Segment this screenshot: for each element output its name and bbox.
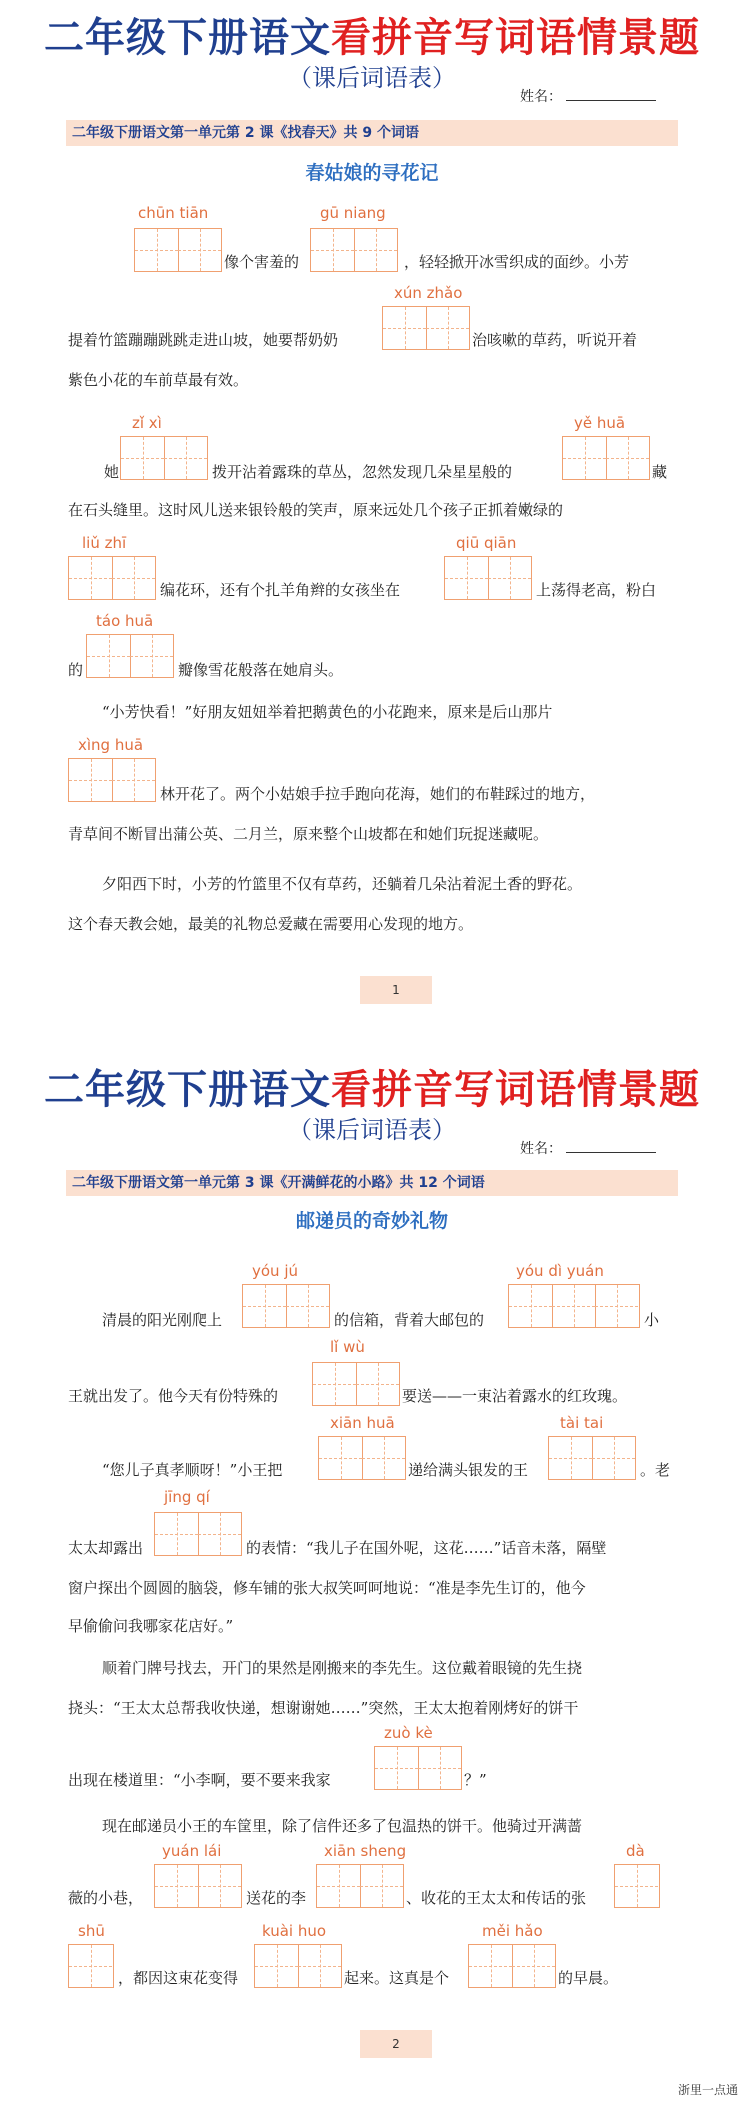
- writing-grid[interactable]: [316, 1864, 404, 1908]
- story-text-line: 林开花了。两个小姑娘手拉手跑向花海，她们的布鞋踩过的地方，: [160, 785, 596, 803]
- story-text-line: 现在邮递员小王的车筐里，除了信件还多了包温热的饼干。他骑过开满蔷: [102, 1817, 583, 1835]
- watermark: 浙里一点通: [677, 2083, 738, 2097]
- story-text-line: 编花环，还有个扎羊角辫的女孩坐在: [160, 581, 401, 599]
- story-text-line: 藏: [652, 463, 668, 481]
- writing-grid[interactable]: [562, 436, 650, 480]
- writing-grid[interactable]: [318, 1436, 406, 1480]
- story-text-line: 递给满头银发的王: [408, 1461, 529, 1479]
- pinyin-label: shū: [78, 1922, 105, 1940]
- writing-grid[interactable]: [134, 228, 222, 272]
- pinyin-label: yě huā: [574, 414, 626, 432]
- story-text-line: 窗户探出个圆圆的脑袋，修车铺的张大叔笑呵呵地说：“准是李先生订的，他今: [68, 1579, 586, 1597]
- pinyin-label: chūn tiān: [138, 204, 209, 222]
- pinyin-label: lǐ wù: [330, 1338, 365, 1356]
- story-title: 邮递员的奇妙礼物: [295, 1210, 448, 1232]
- pinyin-label: dà: [626, 1842, 645, 1860]
- story-text-line: ，都因这束花变得: [118, 1969, 239, 1987]
- story-text-line: 提着竹篮蹦蹦跳跳走进山坡，她要帮奶奶: [68, 331, 339, 349]
- page-title: 二年级下册语文看拼音写词语情景题: [44, 1067, 700, 1113]
- worksheet-page-2: [0, 1052, 744, 2104]
- name-field[interactable]: 姓名：: [520, 1138, 656, 1159]
- story-text-line: 的: [68, 661, 84, 679]
- writing-grid[interactable]: [68, 556, 156, 600]
- writing-grid[interactable]: [154, 1512, 242, 1556]
- story-text-line: 青草间不断冒出蒲公英、二月兰，原来整个山坡都在和她们玩捉迷藏呢。: [68, 825, 549, 843]
- page-number: 1: [360, 976, 432, 1004]
- name-field[interactable]: 姓名：: [520, 86, 656, 107]
- story-text-line: 的表情：“我儿子在国外呢，这花……”话音未落，隔壁: [246, 1539, 607, 1557]
- pinyin-label: tài tai: [560, 1414, 604, 1432]
- writing-grid[interactable]: [242, 1284, 330, 1328]
- story-text-line: 紫色小花的车前草最有效。: [68, 371, 249, 389]
- story-text-line: ？”: [464, 1771, 487, 1789]
- pinyin-label: xiān sheng: [324, 1842, 407, 1860]
- page-number: 2: [360, 2030, 432, 2058]
- story-text-line: ，轻轻掀开冰雪织成的面纱。小芳: [404, 253, 630, 271]
- pinyin-label: yuán lái: [162, 1842, 222, 1860]
- story-text-line: 她: [104, 463, 120, 481]
- pinyin-label: xìng huā: [78, 736, 144, 754]
- pinyin-label: zuò kè: [384, 1724, 433, 1742]
- story-text-line: 小: [644, 1311, 660, 1329]
- page-title: 二年级下册语文看拼音写词语情景题: [44, 15, 700, 61]
- lesson-band: 二年级下册语文第一单元第 3 课《开满鲜花的小路》共 12 个词语: [66, 1170, 678, 1196]
- story-text-line: 清晨的阳光刚爬上: [102, 1311, 223, 1329]
- writing-grid[interactable]: [548, 1436, 636, 1480]
- story-text-line: 要送——一束沾着露水的红玫瑰。: [402, 1387, 628, 1405]
- pinyin-label: xiān huā: [330, 1414, 395, 1432]
- story-text-line: 治咳嗽的草药，听说开着: [472, 331, 638, 349]
- story-text-line: 、收花的王太太和传话的张: [406, 1889, 587, 1907]
- story-text-line: 早偷偷问我哪家花店好。”: [68, 1617, 234, 1635]
- writing-grid[interactable]: [86, 634, 174, 678]
- writing-grid[interactable]: [508, 1284, 640, 1328]
- story-text-line: 顺着门牌号找去，开门的果然是刚搬来的李先生。这位戴着眼镜的先生挠: [102, 1659, 583, 1677]
- story-text-line: 上荡得老高，粉白: [536, 581, 657, 599]
- story-text-line: “小芳快看！”好朋友妞妞举着把鹅黄色的小花跑来，原来是后山那片: [102, 703, 553, 721]
- writing-grid[interactable]: [312, 1362, 400, 1406]
- story-text-line: 。老: [640, 1461, 671, 1479]
- story-text-line: 拨开沾着露珠的草丛，忽然发现几朵星星般的: [212, 463, 513, 481]
- story-text-line: 太太却露出: [68, 1539, 144, 1557]
- page-subtitle: （课后词语表）: [288, 64, 456, 92]
- pinyin-label: jīng qí: [164, 1488, 210, 1506]
- pinyin-label: yóu dì yuán: [516, 1262, 604, 1280]
- writing-grid[interactable]: [254, 1944, 342, 1988]
- story-text-line: 挠头：“王太太总帮我收快递，想谢谢她……”突然，王太太抱着刚烤好的饼干: [68, 1699, 579, 1717]
- writing-grid[interactable]: [374, 1746, 462, 1790]
- pinyin-label: qiū qiān: [456, 534, 517, 552]
- pinyin-label: yóu jú: [252, 1262, 299, 1280]
- story-text-line: “您儿子真孝顺呀！”小王把: [102, 1461, 283, 1479]
- writing-grid[interactable]: [154, 1864, 242, 1908]
- story-text-line: 出现在楼道里：“小李啊，要不要来我家: [68, 1771, 331, 1789]
- writing-grid[interactable]: [310, 228, 398, 272]
- pinyin-label: gū niang: [320, 204, 386, 222]
- story-text-line: 薇的小巷，: [68, 1889, 144, 1907]
- writing-grid[interactable]: [614, 1864, 660, 1908]
- story-text-line: 的信箱，背着大邮包的: [334, 1311, 485, 1329]
- story-text-line: 在石头缝里。这时风儿送来银铃般的笑声，原来远处几个孩子正抓着嫩绿的: [68, 501, 564, 519]
- writing-grid[interactable]: [468, 1944, 556, 1988]
- pinyin-label: měi hǎo: [482, 1922, 543, 1940]
- story-text-line: 夕阳西下时，小芳的竹篮里不仅有草药，还躺着几朵沾着泥土香的野花。: [102, 875, 583, 893]
- lesson-band: 二年级下册语文第一单元第 2 课《找春天》共 9 个词语: [66, 120, 678, 146]
- story-text-line: 送花的李: [246, 1889, 307, 1907]
- story-text-line: 这个春天教会她，最美的礼物总爱藏在需要用心发现的地方。: [68, 915, 474, 933]
- writing-grid[interactable]: [68, 758, 156, 802]
- page-subtitle: （课后词语表）: [288, 1116, 456, 1144]
- story-text-line: 的早晨。: [558, 1969, 619, 1987]
- pinyin-label: zǐ xì: [132, 414, 162, 432]
- writing-grid[interactable]: [444, 556, 532, 600]
- story-text-line: 像个害羞的: [224, 253, 300, 271]
- writing-grid[interactable]: [120, 436, 208, 480]
- story-text-line: 起来。这真是个: [344, 1969, 450, 1987]
- story-text-line: 王就出发了。他今天有份特殊的: [68, 1387, 279, 1405]
- story-title: 春姑娘的寻花记: [305, 162, 439, 184]
- writing-grid[interactable]: [68, 1944, 114, 1988]
- story-text-line: 瓣像雪花般落在她肩头。: [178, 661, 344, 679]
- pinyin-label: táo huā: [96, 612, 154, 630]
- writing-grid[interactable]: [382, 306, 470, 350]
- pinyin-label: xún zhǎo: [394, 284, 463, 302]
- pinyin-label: kuài huo: [262, 1922, 327, 1940]
- pinyin-label: liǔ zhī: [82, 534, 127, 552]
